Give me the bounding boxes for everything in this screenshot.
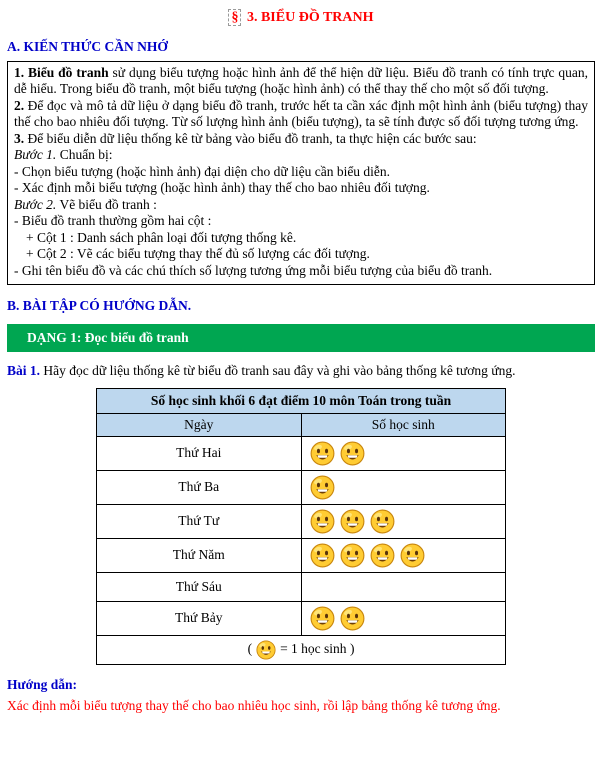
- table-title-row: [97, 388, 506, 413]
- pictograph-row: [97, 538, 506, 572]
- smiley-face-icon: [256, 640, 276, 660]
- pictograph-row: [97, 601, 506, 635]
- pictograph-row: [97, 470, 506, 504]
- column-header-count: Số học sinh: [301, 413, 506, 436]
- dang-1-banner: DẠNG 1: Đọc biểu đồ tranh: [7, 324, 595, 352]
- smiley-count-cell: [301, 436, 506, 470]
- smiley-count-cell: [301, 504, 506, 538]
- page-title: [7, 10, 595, 26]
- exercise-1-text: Hãy đọc dữ liệu thống kê từ biểu đồ tranh sau đây và ghi vào bảng thống kê tương ứng.: [43, 363, 516, 379]
- table-title: Số học sinh khối 6 đạt điểm 10 môn Toán trong tuần: [97, 388, 506, 413]
- knowledge-line: + Cột 1 : Danh sách phân loại đối tượng thống kê.: [26, 229, 297, 245]
- legend-cell: [97, 635, 506, 664]
- knowledge-line: 1. Biểu đồ tranh sử dụng biểu tượng hoặc hình ảnh để thể hiện dữ liệu. Biểu đồ tranh có tính trực quan, dễ hiểu. Trong biểu đồ tranh, một biểu tượng (hoặc hình ảnh) có thể thay thế cho một số đối tượng.: [14, 65, 588, 97]
- knowledge-line: + Cột 2 : Vẽ các biểu tượng thay thế đủ số lượng các đối tượng.: [26, 246, 370, 262]
- smiley-face-icon: [310, 509, 335, 534]
- section-a-heading: A. KIẾN THỨC CẦN NHỚ: [7, 39, 168, 54]
- exercise-1-label: Bài 1.: [7, 363, 41, 379]
- knowledge-line: - Chọn biểu tượng (hoặc hình ảnh) đại diện cho dữ liệu cần biểu diễn.: [14, 163, 391, 179]
- day-label: Thứ Sáu: [97, 572, 302, 601]
- knowledge-line: - Ghi tên biểu đồ và các chú thích số lượng tương ứng mỗi biểu tượng của biểu đồ tranh.: [14, 262, 493, 278]
- smiley-face-icon: [340, 441, 365, 466]
- pictograph-row: [97, 504, 506, 538]
- pictograph-body: [97, 436, 506, 635]
- knowledge-line: Bước 1. Chuẩn bị:: [14, 147, 113, 163]
- day-label: Thứ Ba: [97, 470, 302, 504]
- knowledge-box: [7, 61, 595, 285]
- day-label: Thứ Tư: [97, 504, 302, 538]
- huong-dan-text: Xác định mỗi biểu tượng thay thế cho bao nhiêu học sinh, rồi lập bảng thống kê tương ứng.: [7, 697, 501, 713]
- pictograph-row: [97, 572, 506, 601]
- smiley-face-icon: [340, 509, 365, 534]
- smiley-face-icon: [340, 606, 365, 631]
- pictograph-row: [97, 436, 506, 470]
- page-title-text: 3. BIỂU ĐỒ TRANH: [246, 10, 374, 25]
- smiley-count-cell: [301, 601, 506, 635]
- knowledge-line: 2. Để đọc và mô tả dữ liệu ở dạng biểu đồ tranh, trước hết ta cần xác định một hình ảnh (biểu tượng) thay thế cho bao nhiêu đối tượng. Từ số lượng hình ảnh (biểu tượng), ta sẽ tính được số đối tượng tương ứng.: [14, 97, 588, 130]
- day-label: Thứ Bảy: [97, 601, 302, 635]
- smiley-count-cell: [301, 470, 506, 504]
- legend-text: = 1 học sinh: [280, 640, 347, 656]
- huong-dan-label: Hướng dẫn:: [7, 676, 77, 692]
- smiley-face-icon: [370, 543, 395, 568]
- smiley-face-icon: [400, 543, 425, 568]
- legend-close-paren: ): [349, 640, 355, 656]
- column-header-day: Ngày: [97, 413, 302, 436]
- day-label: Thứ Năm: [97, 538, 302, 572]
- legend-open-paren: (: [247, 640, 253, 656]
- smiley-face-icon: [340, 543, 365, 568]
- table-header-row: [97, 413, 506, 436]
- knowledge-line: Bước 2. Vẽ biểu đồ tranh :: [14, 196, 157, 212]
- smiley-face-icon: [310, 475, 335, 500]
- smiley-count-cell: [301, 572, 506, 601]
- smiley-face-icon: [310, 606, 335, 631]
- knowledge-line: - Biểu đồ tranh thường gồm hai cột :: [14, 213, 212, 229]
- legend-row: [97, 635, 506, 664]
- section-symbol: §: [228, 9, 241, 26]
- smiley-face-icon: [310, 441, 335, 466]
- section-b-heading: B. BÀI TẬP CÓ HƯỚNG DẪN.: [7, 298, 192, 314]
- smiley-count-cell: [301, 538, 506, 572]
- smiley-face-icon: [310, 543, 335, 568]
- knowledge-line: 3. Để biểu diễn dữ liệu thống kê từ bảng vào biểu đồ tranh, ta thực hiện các bước sau:: [14, 130, 477, 146]
- pictograph-table: [96, 388, 506, 665]
- exercise-1: [7, 362, 595, 380]
- day-label: Thứ Hai: [97, 436, 302, 470]
- knowledge-line: - Xác định mỗi biểu tượng (hoặc hình ảnh) thay thế cho bao nhiêu đối tượng.: [14, 180, 430, 196]
- smiley-face-icon: [370, 509, 395, 534]
